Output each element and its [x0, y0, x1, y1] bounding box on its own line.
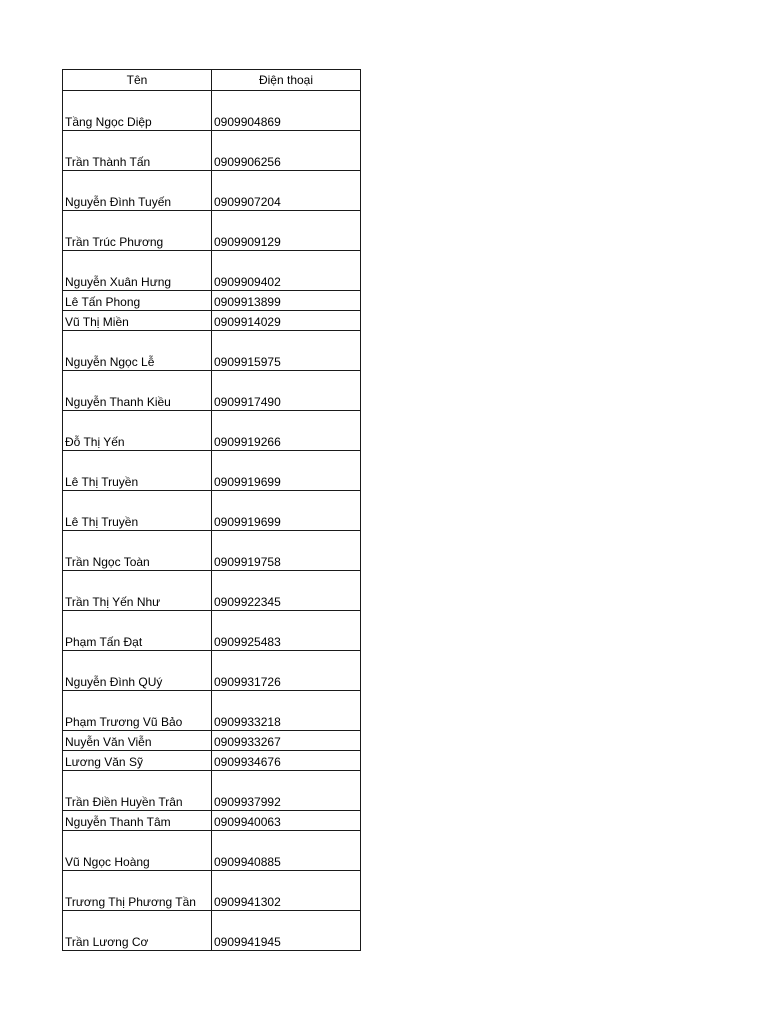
table-row: [63, 531, 361, 571]
cell-phone[interactable]: 0909937992: [212, 771, 361, 811]
table-row: [63, 311, 361, 331]
cell-phone[interactable]: 0909915975: [212, 331, 361, 371]
contacts-table: [62, 69, 361, 951]
cell-name[interactable]: Nguyễn Đình QUý: [63, 651, 212, 691]
cell-phone[interactable]: 0909907204: [212, 171, 361, 211]
cell-phone[interactable]: 0909919699: [212, 491, 361, 531]
cell-phone[interactable]: 0909909402: [212, 251, 361, 291]
table-row: [63, 611, 361, 651]
cell-phone[interactable]: 0909940063: [212, 811, 361, 831]
cell-phone[interactable]: 0909919699: [212, 451, 361, 491]
table-row: [63, 571, 361, 611]
cell-name[interactable]: Lê Tấn Phong: [63, 291, 212, 311]
table-row: [63, 691, 361, 731]
cell-phone[interactable]: 0909917490: [212, 371, 361, 411]
table-row: [63, 491, 361, 531]
table-row: [63, 651, 361, 691]
table-row: [63, 211, 361, 251]
table-body: [63, 91, 361, 951]
table-row: [63, 751, 361, 771]
cell-phone[interactable]: 0909914029: [212, 311, 361, 331]
cell-phone[interactable]: 0909934676: [212, 751, 361, 771]
cell-phone[interactable]: 0909925483: [212, 611, 361, 651]
cell-phone[interactable]: 0909904869: [212, 91, 361, 131]
cell-name[interactable]: Phạm Tấn Đạt: [63, 611, 212, 651]
cell-phone[interactable]: 0909940885: [212, 831, 361, 871]
table-row: [63, 771, 361, 811]
cell-name[interactable]: Nguyễn Thanh Tâm: [63, 811, 212, 831]
table-row: [63, 291, 361, 311]
header-row: [63, 70, 361, 91]
spreadsheet-page: [62, 69, 361, 951]
table-row: [63, 451, 361, 491]
cell-phone[interactable]: 0909906256: [212, 131, 361, 171]
table-row: [63, 811, 361, 831]
cell-phone[interactable]: 0909919266: [212, 411, 361, 451]
table-row: [63, 911, 361, 951]
table-row: [63, 371, 361, 411]
header-phone: Điện thoại: [212, 70, 361, 91]
cell-phone[interactable]: 0909933267: [212, 731, 361, 751]
cell-name[interactable]: Trần Thành Tấn: [63, 131, 212, 171]
table-row: [63, 91, 361, 131]
cell-name[interactable]: Nguyễn Đình Tuyến: [63, 171, 212, 211]
table-row: [63, 331, 361, 371]
cell-phone[interactable]: 0909909129: [212, 211, 361, 251]
cell-phone[interactable]: 0909913899: [212, 291, 361, 311]
cell-name[interactable]: Trần Điền Huyền Trân: [63, 771, 212, 811]
cell-phone[interactable]: 0909919758: [212, 531, 361, 571]
cell-name[interactable]: Trần Ngọc Toàn: [63, 531, 212, 571]
cell-name[interactable]: Nuyễn Văn Viễn: [63, 731, 212, 751]
header-name: Tên: [63, 70, 212, 91]
cell-name[interactable]: Tầng Ngọc Diệp: [63, 91, 212, 131]
cell-name[interactable]: Vũ Ngọc Hoàng: [63, 831, 212, 871]
cell-name[interactable]: Trần Lương Cơ: [63, 911, 212, 951]
table-row: [63, 411, 361, 451]
cell-name[interactable]: Lê Thị Truyền: [63, 491, 212, 531]
table-row: [63, 171, 361, 211]
cell-name[interactable]: Trương Thị Phương Tần: [63, 871, 212, 911]
table-row: [63, 871, 361, 911]
cell-name[interactable]: Lê Thị Truyền: [63, 451, 212, 491]
table-row: [63, 831, 361, 871]
cell-phone[interactable]: 0909941302: [212, 871, 361, 911]
cell-phone[interactable]: 0909933218: [212, 691, 361, 731]
table-row: [63, 731, 361, 751]
cell-name[interactable]: Nguyễn Thanh Kiều: [63, 371, 212, 411]
table-row: [63, 251, 361, 291]
table-row: [63, 131, 361, 171]
cell-phone[interactable]: 0909931726: [212, 651, 361, 691]
cell-name[interactable]: Lương Văn Sỹ: [63, 751, 212, 771]
cell-phone[interactable]: 0909922345: [212, 571, 361, 611]
cell-name[interactable]: Phạm Trương Vũ Bảo: [63, 691, 212, 731]
cell-name[interactable]: Nguyễn Xuân Hưng: [63, 251, 212, 291]
cell-name[interactable]: Vũ Thị Miền: [63, 311, 212, 331]
cell-name[interactable]: Nguyễn Ngọc Lễ: [63, 331, 212, 371]
cell-name[interactable]: Đỗ Thị Yến: [63, 411, 212, 451]
cell-name[interactable]: Trần Thị Yến Như: [63, 571, 212, 611]
cell-name[interactable]: Trần Trúc Phương: [63, 211, 212, 251]
cell-phone[interactable]: 0909941945: [212, 911, 361, 951]
